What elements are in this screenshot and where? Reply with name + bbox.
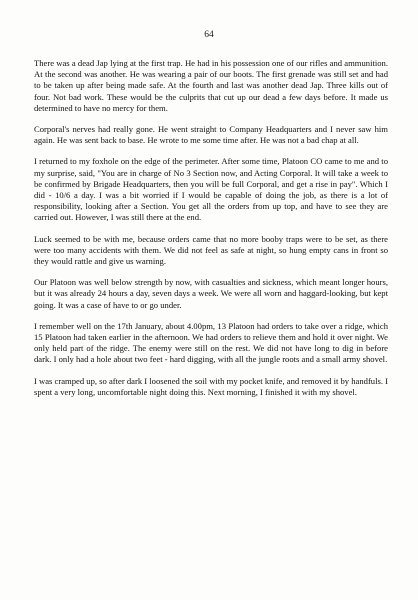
paragraph-1: There was a dead Jap lying at the first trap. He had in his possession one of our rifles and ammunition. At the second was another. He was wearing a pair of our boots. The first grenade was still set and had to be taken up after being made safe. At the fourth and last was another dead Jap. Three kills out of four. Not bad work. These would be the culprits that cut up our dead a few days before. It made us determined to have no mercy for them. [34,58,388,113]
body-text [34,58,388,408]
paragraph-2: Corporal's nerves had really gone. He went straight to Company Headquarters and I never saw him again. He was sent back to base. He wrote to me some time after. He was not a bad chap at all. [34,124,388,146]
paragraph-4: Luck seemed to be with me, because orders came that no more booby traps were to be set, as there were too many accidents with them. We did not feel as safe at night, so hung empty cans in front so they would rattle and give us warning. [34,233,388,267]
paragraph-6: I remember well on the 17th January, about 4.00pm, 13 Platoon had orders to take over a ridge, which 15 Platoon had taken earlier in the afternoon. We had orders to relieve them and hold it over night. We only held part of the ridge. The enemy were still on the rest. We did not have long to dig in before dark. I only had a hole about two feet - hard digging, with all the jungle roots and a small army shovel. [34,320,388,365]
paragraph-3: I returned to my foxhole on the edge of the perimeter. After some time, Platoon CO came to me and to my surprise, said, "You are in charge of No 3 Section now, and Acting Corporal. It will take a week to be confirmed by Brigade Headquarters, then you will be full Corporal, and get a rise in pay". Which I did - 10/6 a day. I was a bit worried if I would be capable of doing the job, as there is a lot of responsibility, looking after a Section. You get all the orders from up top, and have to see they are carried out. However, I was still there at the end. [34,156,388,223]
paragraph-5: Our Platoon was well below strength by now, with casualties and sickness, which meant longer hours, but it was already 24 hours a day, seven days a week. We were all worn and haggard-looking, but kept going. It was a case of have to or go under. [34,277,388,310]
paragraph-7: I was cramped up, so after dark I loosened the soil with my pocket knife, and removed it by handfuls. I spent a very long, uncomfortable night doing this. Next morning, I finished it with my shovel. [34,375,388,397]
page-number: 64 [204,30,214,40]
